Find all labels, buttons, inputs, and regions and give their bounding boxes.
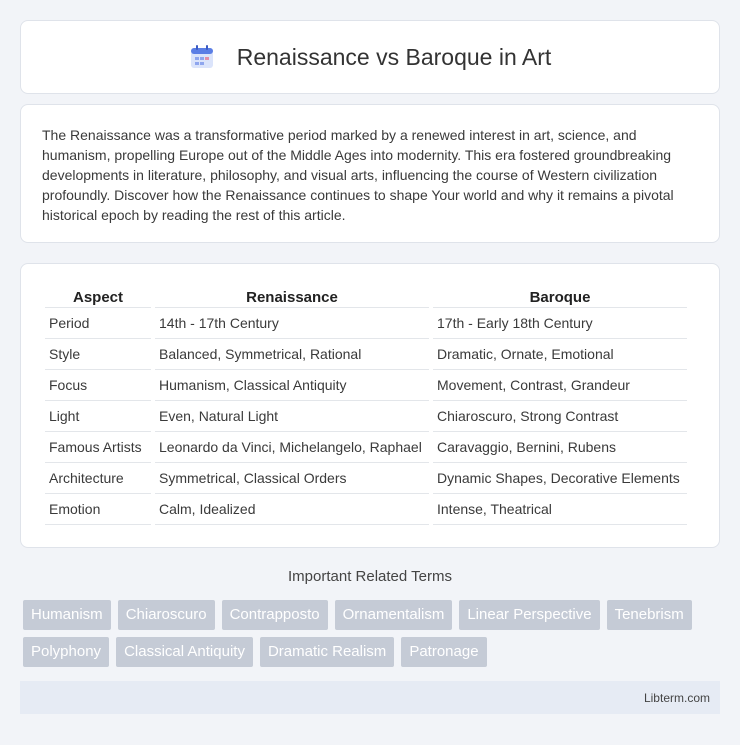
footer-site-link[interactable]: Libterm.com — [643, 690, 710, 705]
related-terms-list — [23, 600, 723, 667]
cell-aspect: Light — [45, 401, 151, 432]
term-tag[interactable]: Classical Antiquity — [116, 637, 253, 667]
cell-renaissance: Humanism, Classical Antiquity — [155, 370, 429, 401]
column-header-renaissance: Renaissance — [155, 284, 429, 308]
cell-renaissance: Even, Natural Light — [155, 401, 429, 432]
table-row — [45, 432, 687, 463]
table-row — [45, 463, 687, 494]
table-row — [45, 308, 687, 339]
table-row — [45, 370, 687, 401]
cell-baroque: Intense, Theatrical — [433, 494, 687, 525]
term-tag[interactable]: Chiaroscuro — [118, 600, 215, 630]
footer — [20, 681, 720, 714]
cell-aspect: Style — [45, 339, 151, 370]
cell-baroque: Dramatic, Ornate, Emotional — [433, 339, 687, 370]
term-tag[interactable]: Contrapposto — [222, 600, 328, 630]
term-tag[interactable]: Linear Perspective — [459, 600, 599, 630]
cell-renaissance: 14th - 17th Century — [155, 308, 429, 339]
related-terms-title: Important Related Terms — [288, 568, 452, 585]
cell-aspect: Famous Artists — [45, 432, 151, 463]
page-title: Renaissance vs Baroque in Art — [236, 43, 552, 70]
cell-baroque: Chiaroscuro, Strong Contrast — [433, 401, 687, 432]
column-header-baroque: Baroque — [433, 284, 687, 308]
intro-card — [20, 104, 720, 243]
table-row — [45, 401, 687, 432]
calendar-icon — [189, 44, 215, 70]
cell-baroque: Movement, Contrast, Grandeur — [433, 370, 687, 401]
cell-aspect: Architecture — [45, 463, 151, 494]
cell-baroque: 17th - Early 18th Century — [433, 308, 687, 339]
table-header-row — [45, 284, 687, 308]
cell-aspect: Emotion — [45, 494, 151, 525]
cell-aspect: Period — [45, 308, 151, 339]
comparison-table-card — [20, 263, 720, 548]
term-tag[interactable]: Patronage — [401, 637, 486, 667]
comparison-table — [41, 284, 691, 525]
column-header-aspect: Aspect — [45, 284, 151, 308]
term-tag[interactable]: Humanism — [23, 600, 111, 630]
term-tag[interactable]: Ornamentalism — [335, 600, 453, 630]
term-tag[interactable]: Tenebrism — [607, 600, 692, 630]
cell-baroque: Caravaggio, Bernini, Rubens — [433, 432, 687, 463]
cell-renaissance: Leonardo da Vinci, Michelangelo, Raphael — [155, 432, 429, 463]
term-tag[interactable]: Polyphony — [23, 637, 109, 667]
cell-renaissance: Symmetrical, Classical Orders — [155, 463, 429, 494]
table-row — [45, 339, 687, 370]
cell-renaissance: Calm, Idealized — [155, 494, 429, 525]
cell-aspect: Focus — [45, 370, 151, 401]
header-card — [20, 20, 720, 94]
cell-baroque: Dynamic Shapes, Decorative Elements — [433, 463, 687, 494]
intro-text: The Renaissance was a transformative period marked by a renewed interest in art, science, and humanism, propelling Europe out of the Middle Ages into modernity. This era fostered groundbreaking developments in literature, philosophy, and visual arts, influencing the course of Western civilization profoundly. Discover how the Renaissance continues to shape Your world and why it remains a pivotal historical epoch by reading the rest of this article. — [42, 127, 674, 223]
cell-renaissance: Balanced, Symmetrical, Rational — [155, 339, 429, 370]
table-row — [45, 494, 687, 525]
term-tag[interactable]: Dramatic Realism — [260, 637, 394, 667]
